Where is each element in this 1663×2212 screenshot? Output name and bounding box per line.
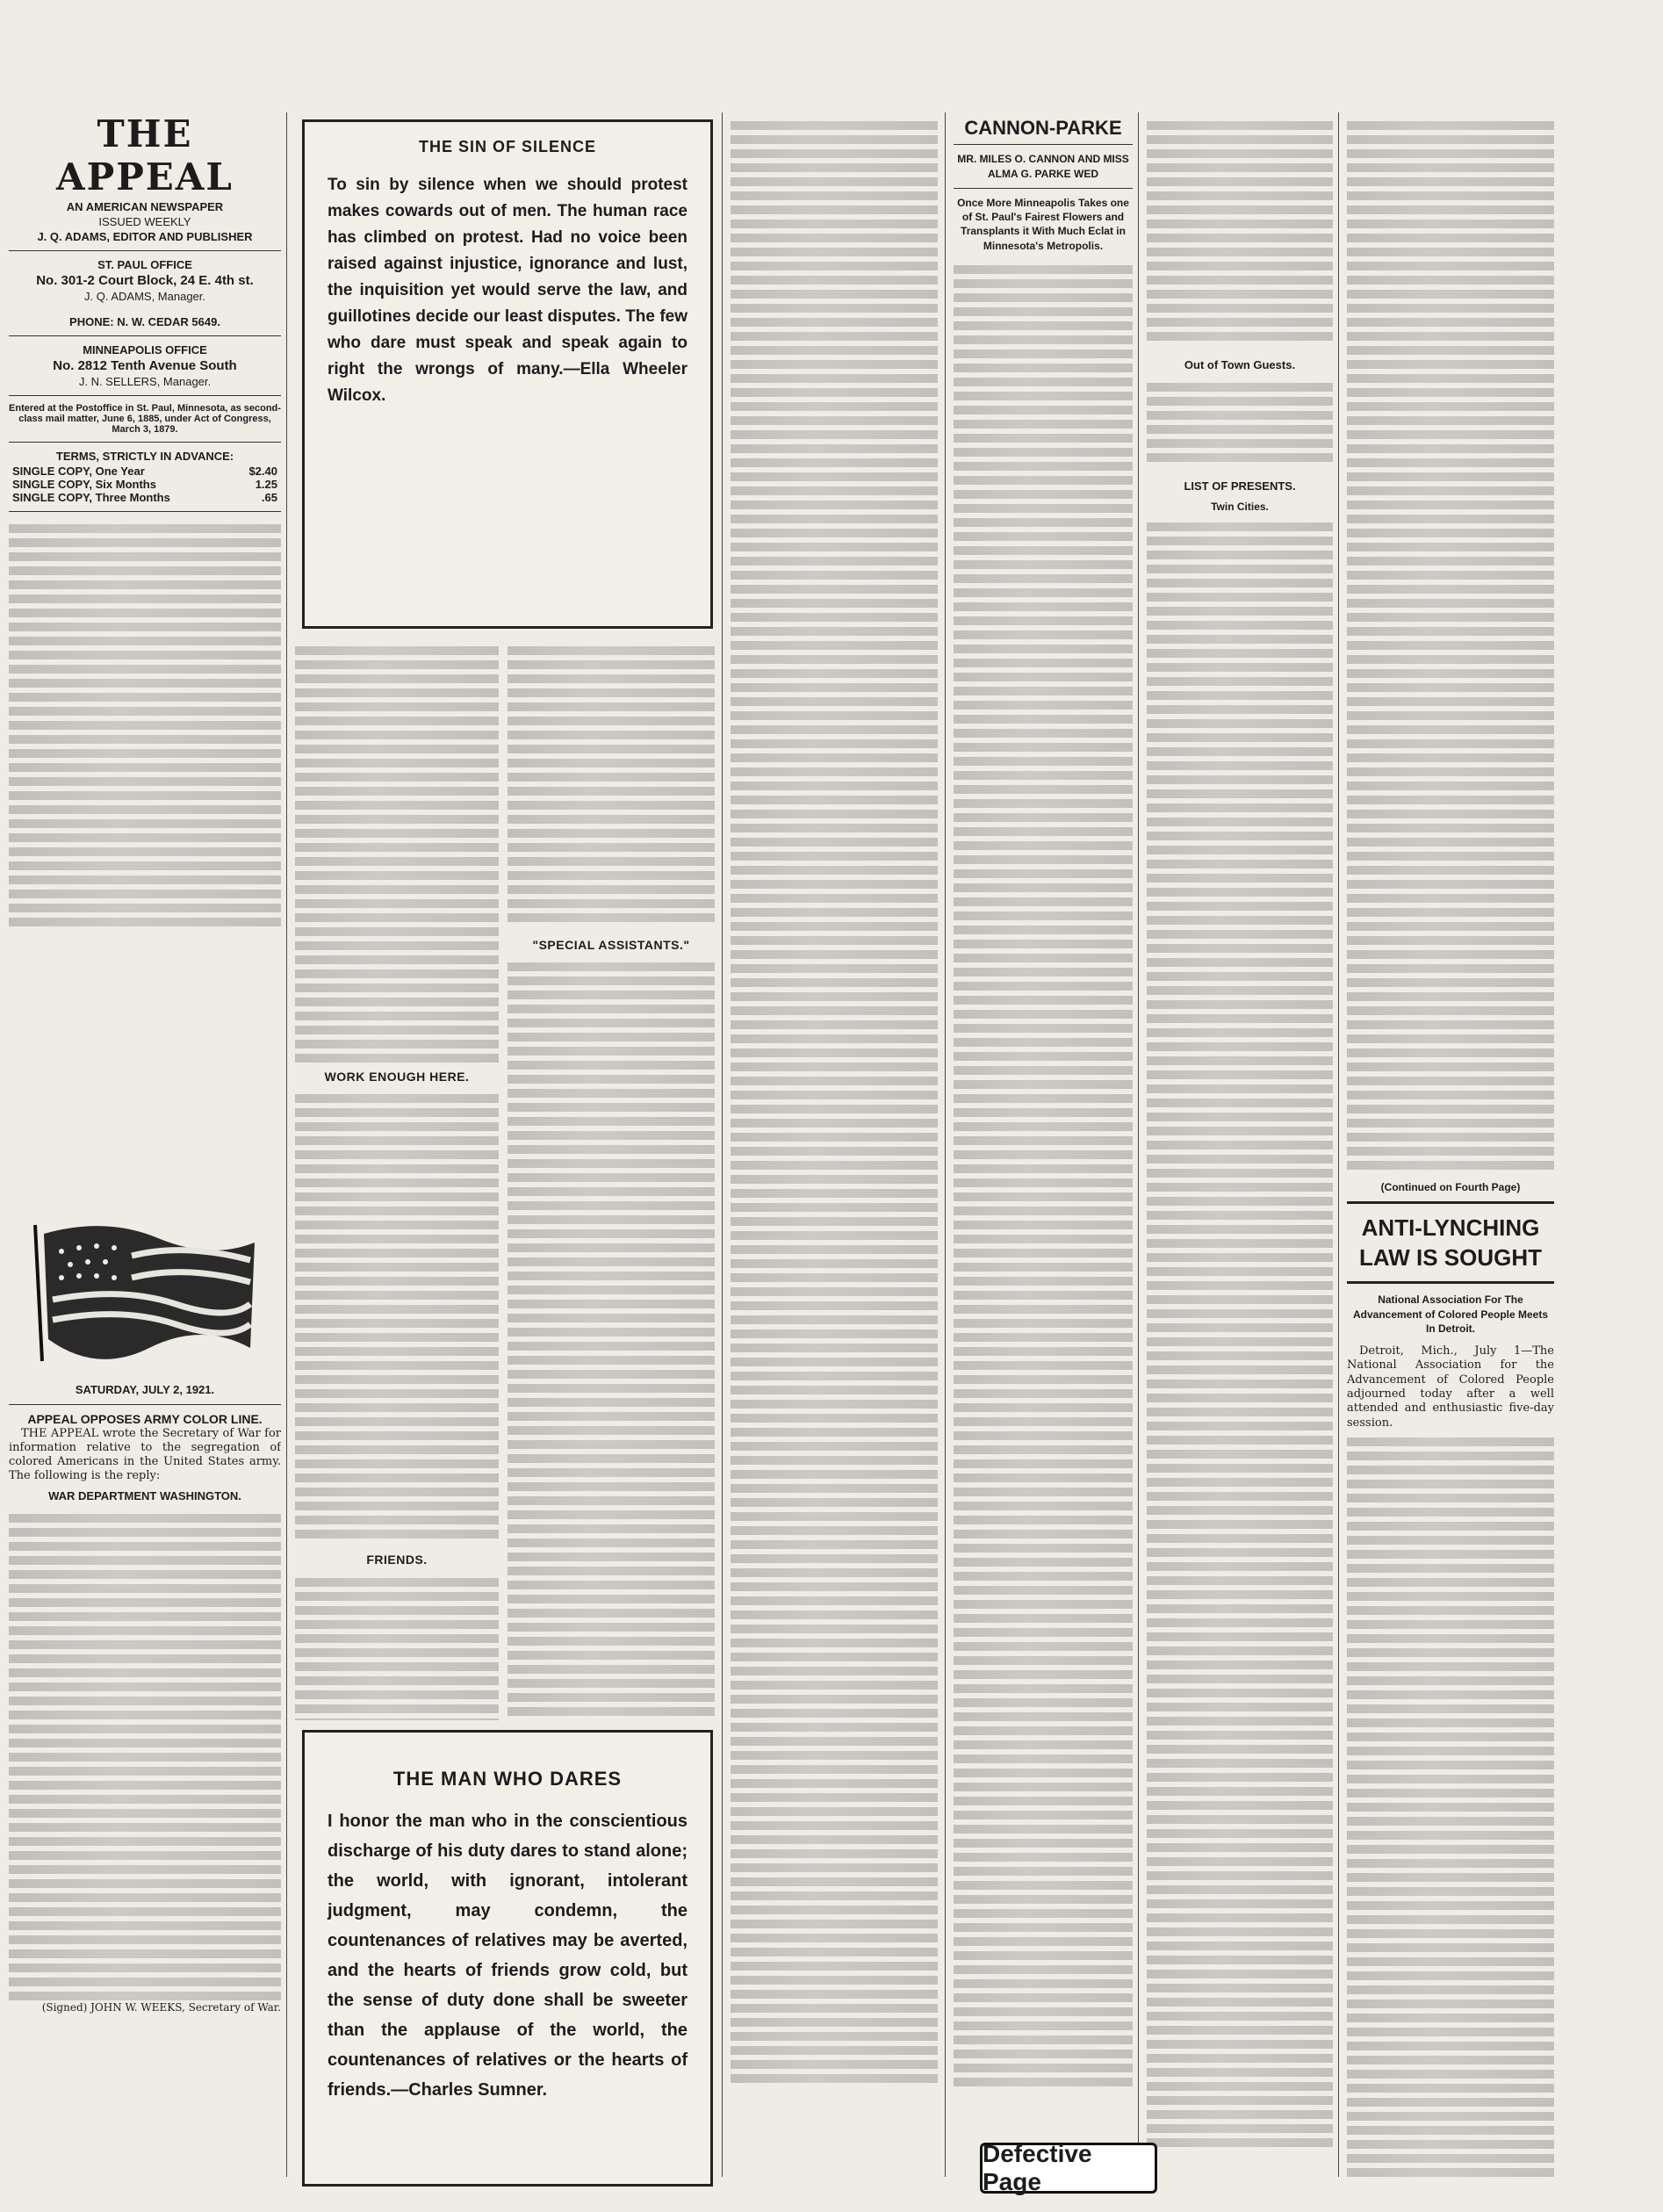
column-3: [731, 116, 938, 2177]
cannon-parke-headline: CANNON-PARKE: [964, 117, 1122, 139]
war-department: WAR DEPARTMENT WASHINGTON.: [48, 1488, 241, 1502]
masthead: [9, 112, 281, 932]
mpls-manager: J. N. SELLERS, Manager.: [78, 375, 212, 388]
column-2-left: [295, 641, 499, 1720]
lynching-head-block: [1347, 1201, 1554, 1284]
column-4: [954, 116, 1133, 2177]
rate-label: SINGLE COPY, Six Months: [12, 478, 156, 491]
postal-entry: Entered at the Postoffice in St. Paul, Minnesota, as second-class mail matter, June 6, 1885, under Act of Congress, March 3, 1879.: [9, 403, 281, 435]
rate-label: SINGLE COPY, Three Months: [12, 491, 170, 504]
american-flag-illustration: [26, 1216, 263, 1365]
anti-lynching-subhead: National Association For The Advancement of Colored People Meets In Detroit.: [1352, 1293, 1549, 1335]
st-paul-address: No. 301-2 Court Block, 24 E. 4th st.: [36, 273, 254, 288]
column-2-right: [508, 641, 715, 1720]
mpls-office: MINNEAPOLIS OFFICE: [83, 343, 207, 357]
rate-price: .65: [261, 491, 277, 504]
column-rule: [1338, 112, 1339, 2177]
column-rule: [286, 112, 287, 2177]
rate-label: SINGLE COPY, One Year: [12, 465, 145, 478]
man-who-dares-text: I honor the man who in the conscientious discharge of his duty dares to stand alone; the world, with ignorant, intolerant judgment, may condemn, the countenances of relatives may be averted, and the hearts of friends grow cold, but the sense of duty done shall be sweeter than the applause of the world, the countenances of relatives or the hearts of friends.—Charles Sumner.: [328, 1812, 688, 2100]
sin-of-silence-box: [302, 119, 713, 629]
mpls-address: No. 2812 Tenth Avenue South: [53, 358, 237, 373]
st-paul-office: ST. PAUL OFFICE: [97, 258, 192, 271]
anti-lynching-headline: ANTI-LYNCHING LAW IS SOUGHT: [1359, 1214, 1542, 1272]
issued-weekly: ISSUED WEEKLY: [98, 215, 191, 228]
twin-cities: Twin Cities.: [1211, 500, 1269, 513]
editor-line: J. Q. ADAMS, EDITOR AND PUBLISHER: [37, 230, 253, 243]
army-headline: APPEAL OPPOSES ARMY COLOR LINE.: [27, 1412, 263, 1427]
out-of-town-guests: Out of Town Guests.: [1184, 358, 1296, 371]
tagline: AN AMERICAN NEWSPAPER: [66, 200, 224, 213]
friends-headline: FRIENDS.: [366, 1553, 428, 1567]
phone-line: PHONE: N. W. CEDAR 5649.: [69, 315, 220, 328]
terms-heading: TERMS, STRICTLY IN ADVANCE:: [55, 450, 234, 463]
cannon-subhead: MR. MILES O. CANNON AND MISS ALMA G. PARKE WED: [957, 153, 1129, 180]
army-body: [9, 1509, 281, 2000]
man-who-dares-title: THE MAN WHO DARES: [392, 1768, 623, 1790]
rate-price: $2.40: [248, 465, 277, 478]
man-who-dares-box: [302, 1730, 713, 2187]
manager-line: J. Q. ADAMS, Manager.: [84, 290, 205, 303]
notices-text: [9, 519, 281, 932]
anti-lynching-dateline: Detroit, Mich., July 1—The National Association for the Advancement of Colored People adjourned today after a well attended and enthusiastic five-day session.: [1347, 1344, 1554, 1430]
rate-row: [12, 491, 277, 504]
column-1-lower: [9, 1383, 281, 2177]
column-rule: [945, 112, 946, 2177]
list-of-presents: LIST OF PRESENTS.: [1184, 479, 1296, 494]
column-rule: [722, 112, 723, 2177]
column-5: [1147, 116, 1333, 2177]
army-lead: THE APPEAL wrote the Secretary of War for information relative to the segregation of colored Americans in the United States army. The following is the reply:: [9, 1426, 281, 1483]
special-assistants-headline: "SPECIAL ASSISTANTS.": [532, 938, 690, 952]
weeks-signature: (Signed) JOHN W. WEEKS, Secretary of War.: [41, 2001, 281, 2014]
sin-of-silence-text: To sin by silence when we should protest makes cowards out of men. The human race has climbed on protest. Had no voice been raised against injustice, ignorance and lust, the inquisition yet would serve the law, and guillotines decide our least disputes. The few who dare must speak and speak again to right the wrongs of many.—Ella Wheeler Wilcox.: [328, 176, 688, 405]
sin-of-silence-title: THE SIN OF SILENCE: [418, 138, 597, 155]
newspaper-title: THE APPEAL: [56, 112, 234, 198]
work-enough-headline: WORK ENOUGH HERE.: [324, 1070, 470, 1084]
rate-row: [12, 478, 277, 491]
column-rule: [1138, 112, 1139, 2177]
continued-note: (Continued on Fourth Page): [1380, 1181, 1521, 1193]
defective-page-stamp: Defective Page: [980, 2143, 1157, 2194]
cannon-subhead-2: Once More Minneapolis Takes one of St. Paul's Fairest Flowers and Transplants it With Much Eclat in Minnesota's Metropolis.: [957, 196, 1129, 252]
rate-row: [12, 465, 277, 478]
issue-date: SATURDAY, JULY 2, 1921.: [75, 1383, 215, 1396]
column-6: [1347, 116, 1554, 2177]
rates-list: [9, 465, 281, 504]
rate-price: 1.25: [255, 478, 277, 491]
